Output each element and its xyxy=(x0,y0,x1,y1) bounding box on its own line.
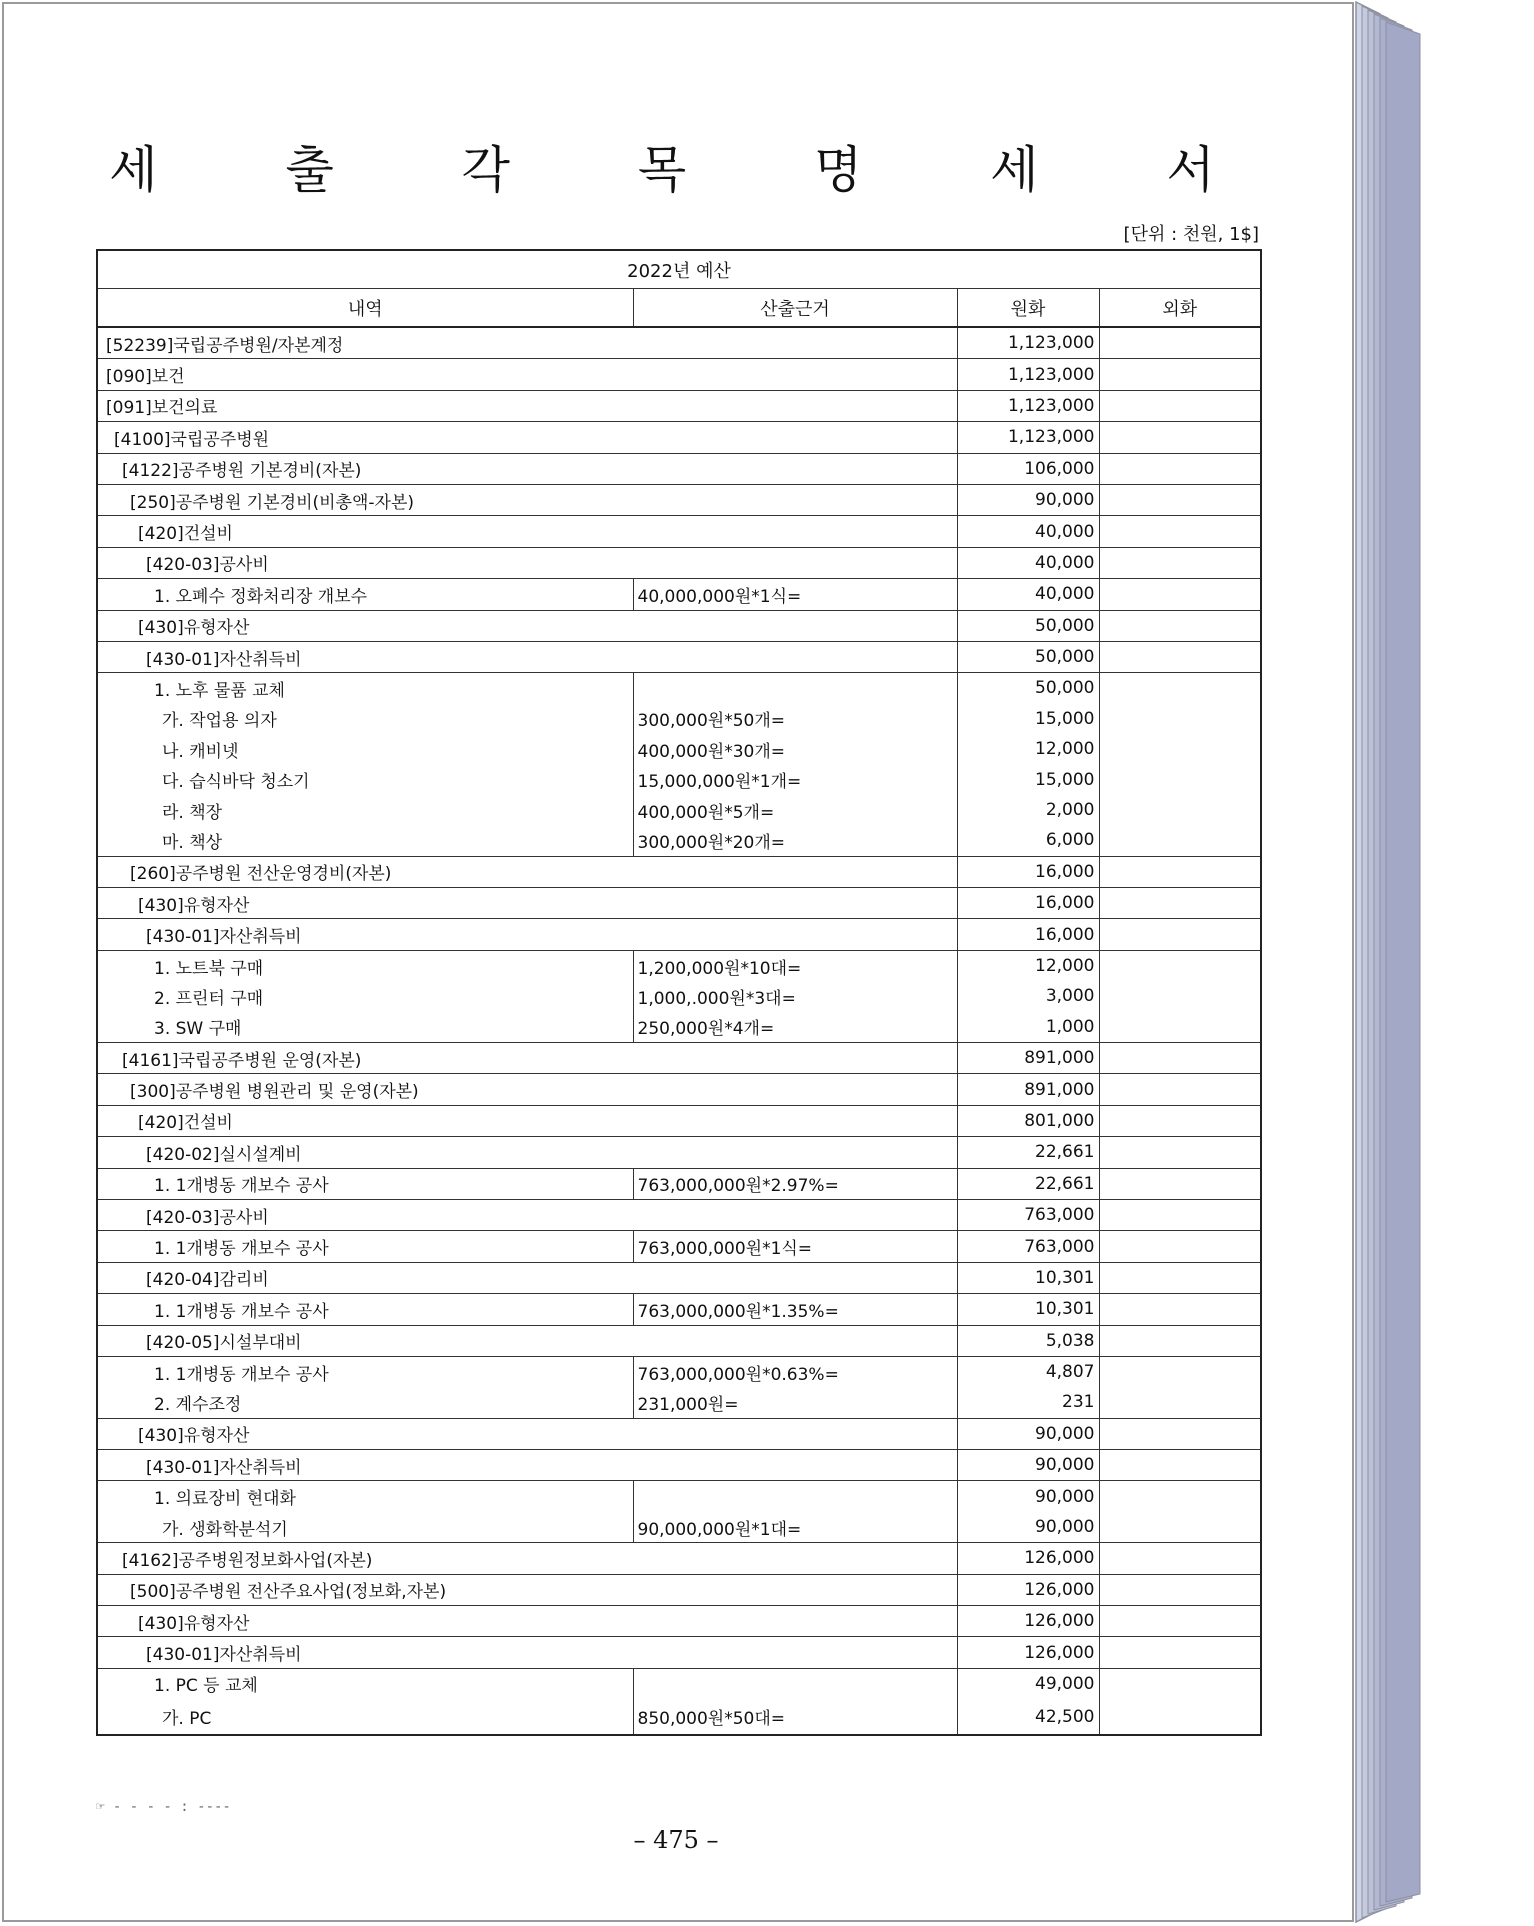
row-krw-amount: 126,000 xyxy=(957,1637,1099,1668)
row-foreign-amount xyxy=(1099,547,1261,578)
row-foreign-amount xyxy=(1099,856,1261,887)
table-row xyxy=(97,795,1261,825)
table-row xyxy=(97,453,1261,484)
row-krw-amount: 16,000 xyxy=(957,919,1099,950)
table-row xyxy=(97,1699,1261,1735)
row-krw-amount: 22,661 xyxy=(957,1168,1099,1199)
row-krw-amount: 90,000 xyxy=(957,1481,1099,1512)
row-foreign-amount xyxy=(1099,764,1261,794)
table-row xyxy=(97,422,1261,453)
footnote: ☞ - - - - : ---- xyxy=(96,1799,231,1815)
row-basis: 1,200,000원*10대= xyxy=(633,950,957,981)
row-item: 1. 의료장비 현대화 xyxy=(97,1481,633,1512)
row-item: 1. PC 등 교체 xyxy=(97,1668,633,1699)
table-row xyxy=(97,1450,1261,1481)
row-krw-amount: 231 xyxy=(957,1387,1099,1418)
row-item: [430]유형자산 xyxy=(97,1606,957,1637)
table-row xyxy=(97,1074,1261,1105)
table-row xyxy=(97,950,1261,981)
row-krw-amount: 891,000 xyxy=(957,1042,1099,1073)
row-krw-amount: 15,000 xyxy=(957,704,1099,734)
row-krw-amount: 126,000 xyxy=(957,1574,1099,1605)
row-item: [430-01]자산취득비 xyxy=(97,919,957,950)
row-krw-amount: 1,123,000 xyxy=(957,422,1099,453)
row-krw-amount: 90,000 xyxy=(957,1450,1099,1481)
row-krw-amount: 2,000 xyxy=(957,795,1099,825)
row-basis: 300,000원*20개= xyxy=(633,825,957,856)
row-basis: 231,000원= xyxy=(633,1387,957,1418)
row-item: [420-03]공사비 xyxy=(97,1199,957,1230)
row-item: [300]공주병원 병원관리 및 운영(자본) xyxy=(97,1074,957,1105)
row-item: [52239]국립공주병원/자본계정 xyxy=(97,327,957,359)
row-krw-amount: 4,807 xyxy=(957,1356,1099,1387)
row-basis: 90,000,000원*1대= xyxy=(633,1512,957,1543)
row-item: 1. 노트북 구매 xyxy=(97,950,633,981)
row-item: 1. 1개병동 개보수 공사 xyxy=(97,1294,633,1325)
row-foreign-amount xyxy=(1099,390,1261,421)
row-item: [420]건설비 xyxy=(97,516,957,547)
row-item: 3. SW 구매 xyxy=(97,1012,633,1043)
row-item: 나. 캐비넷 xyxy=(97,734,633,764)
row-krw-amount: 10,301 xyxy=(957,1294,1099,1325)
table-row xyxy=(97,1481,1261,1512)
row-krw-amount: 50,000 xyxy=(957,673,1099,704)
row-foreign-amount xyxy=(1099,1231,1261,1262)
row-basis: 850,000원*50대= xyxy=(633,1699,957,1735)
row-krw-amount: 12,000 xyxy=(957,950,1099,981)
table-row xyxy=(97,484,1261,515)
row-foreign-amount xyxy=(1099,327,1261,359)
row-krw-amount: 40,000 xyxy=(957,516,1099,547)
row-item: 가. 생화학분석기 xyxy=(97,1512,633,1543)
row-krw-amount: 12,000 xyxy=(957,734,1099,764)
row-item: [260]공주병원 전산운영경비(자본) xyxy=(97,856,957,887)
row-krw-amount: 5,038 xyxy=(957,1325,1099,1356)
row-krw-amount: 126,000 xyxy=(957,1543,1099,1574)
row-foreign-amount xyxy=(1099,1137,1261,1168)
table-row xyxy=(97,1356,1261,1387)
row-basis xyxy=(633,1668,957,1699)
table-row xyxy=(97,1042,1261,1073)
row-item: [430]유형자산 xyxy=(97,888,957,919)
row-foreign-amount xyxy=(1099,1481,1261,1512)
row-krw-amount: 1,123,000 xyxy=(957,390,1099,421)
row-krw-amount: 15,000 xyxy=(957,764,1099,794)
row-foreign-amount xyxy=(1099,981,1261,1011)
row-foreign-amount xyxy=(1099,1699,1261,1735)
table-row xyxy=(97,390,1261,421)
document-title: 세 출 각 목 명 세 서 xyxy=(109,141,1271,199)
row-item: [430-01]자산취득비 xyxy=(97,641,957,672)
row-krw-amount: 6,000 xyxy=(957,825,1099,856)
table-row xyxy=(97,704,1261,734)
table-row xyxy=(97,1512,1261,1543)
row-item: [091]보건의료 xyxy=(97,390,957,421)
row-foreign-amount xyxy=(1099,673,1261,704)
row-foreign-amount xyxy=(1099,641,1261,672)
row-item: 다. 습식바닥 청소기 xyxy=(97,764,633,794)
table-row xyxy=(97,1105,1261,1136)
row-basis xyxy=(633,1481,957,1512)
row-item: [420-02]실시설계비 xyxy=(97,1137,957,1168)
row-foreign-amount xyxy=(1099,1543,1261,1574)
table-row xyxy=(97,1574,1261,1605)
row-foreign-amount xyxy=(1099,484,1261,515)
row-krw-amount: 1,123,000 xyxy=(957,359,1099,390)
row-krw-amount: 42,500 xyxy=(957,1699,1099,1735)
row-foreign-amount xyxy=(1099,888,1261,919)
column-header-basis: 산출근거 xyxy=(633,289,957,328)
row-foreign-amount xyxy=(1099,1418,1261,1449)
row-item: [420-04]감리비 xyxy=(97,1262,957,1293)
table-row xyxy=(97,1668,1261,1699)
table-row xyxy=(97,1387,1261,1418)
table-row xyxy=(97,359,1261,390)
row-basis: 250,000원*4개= xyxy=(633,1012,957,1043)
row-item: [420-05]시설부대비 xyxy=(97,1325,957,1356)
row-foreign-amount xyxy=(1099,1574,1261,1605)
table-row xyxy=(97,579,1261,610)
row-foreign-amount xyxy=(1099,795,1261,825)
row-krw-amount: 106,000 xyxy=(957,453,1099,484)
row-foreign-amount xyxy=(1099,825,1261,856)
row-item: [420]건설비 xyxy=(97,1105,957,1136)
column-header-item: 내역 xyxy=(97,289,633,328)
row-item: [090]보건 xyxy=(97,359,957,390)
row-item: 1. 1개병동 개보수 공사 xyxy=(97,1231,633,1262)
row-item: 가. 작업용 의자 xyxy=(97,704,633,734)
row-foreign-amount xyxy=(1099,919,1261,950)
table-row xyxy=(97,1231,1261,1262)
row-foreign-amount xyxy=(1099,1199,1261,1230)
table-row xyxy=(97,516,1261,547)
table-row xyxy=(97,1168,1261,1199)
table-row xyxy=(97,919,1261,950)
table-row xyxy=(97,1325,1261,1356)
row-item: [430]유형자산 xyxy=(97,610,957,641)
row-krw-amount: 16,000 xyxy=(957,856,1099,887)
row-item: [500]공주병원 전산주요사업(정보화,자본) xyxy=(97,1574,957,1605)
row-basis: 300,000원*50개= xyxy=(633,704,957,734)
row-basis: 400,000원*30개= xyxy=(633,734,957,764)
row-basis: 400,000원*5개= xyxy=(633,795,957,825)
row-krw-amount: 50,000 xyxy=(957,641,1099,672)
row-item: 1. 1개병동 개보수 공사 xyxy=(97,1168,633,1199)
row-foreign-amount xyxy=(1099,1450,1261,1481)
row-foreign-amount xyxy=(1099,1668,1261,1699)
row-foreign-amount xyxy=(1099,1512,1261,1543)
table-row xyxy=(97,673,1261,704)
table-row xyxy=(97,1262,1261,1293)
row-basis: 15,000,000원*1개= xyxy=(633,764,957,794)
row-krw-amount: 801,000 xyxy=(957,1105,1099,1136)
row-item: 1. 1개병동 개보수 공사 xyxy=(97,1356,633,1387)
row-krw-amount: 126,000 xyxy=(957,1606,1099,1637)
table-row xyxy=(97,1418,1261,1449)
column-header-foreign: 외화 xyxy=(1099,289,1261,328)
row-item: [4100]국립공주병원 xyxy=(97,422,957,453)
table-row xyxy=(97,610,1261,641)
row-item: [4162]공주병원정보화사업(자본) xyxy=(97,1543,957,1574)
row-item: [250]공주병원 기본경비(비총액-자본) xyxy=(97,484,957,515)
row-krw-amount: 10,301 xyxy=(957,1262,1099,1293)
row-foreign-amount xyxy=(1099,516,1261,547)
row-foreign-amount xyxy=(1099,1105,1261,1136)
row-foreign-amount xyxy=(1099,579,1261,610)
header-year: 2022년 예산 xyxy=(97,250,1261,289)
table-row xyxy=(97,547,1261,578)
row-krw-amount: 40,000 xyxy=(957,579,1099,610)
row-item: 1. 오폐수 정화처리장 개보수 xyxy=(97,579,633,610)
table-row xyxy=(97,1012,1261,1043)
row-foreign-amount xyxy=(1099,1012,1261,1043)
row-krw-amount: 3,000 xyxy=(957,981,1099,1011)
row-item: [430]유형자산 xyxy=(97,1418,957,1449)
row-item: 라. 책장 xyxy=(97,795,633,825)
table-row xyxy=(97,641,1261,672)
row-krw-amount: 40,000 xyxy=(957,547,1099,578)
row-foreign-amount xyxy=(1099,1074,1261,1105)
table-row xyxy=(97,1637,1261,1668)
row-foreign-amount xyxy=(1099,1168,1261,1199)
unit-label: [단위 : 천원, 1$] xyxy=(1123,224,1259,245)
table-row xyxy=(97,825,1261,856)
row-basis: 763,000,000원*1.35%= xyxy=(633,1294,957,1325)
row-basis: 1,000,.000원*3대= xyxy=(633,981,957,1011)
row-krw-amount: 1,000 xyxy=(957,1012,1099,1043)
row-krw-amount: 1,123,000 xyxy=(957,327,1099,359)
row-basis: 763,000,000원*0.63%= xyxy=(633,1356,957,1387)
row-basis: 763,000,000원*1식= xyxy=(633,1231,957,1262)
table-row xyxy=(97,1199,1261,1230)
table-row xyxy=(97,1137,1261,1168)
table-row xyxy=(97,327,1261,359)
row-krw-amount: 763,000 xyxy=(957,1231,1099,1262)
row-foreign-amount xyxy=(1099,1325,1261,1356)
row-basis: 40,000,000원*1식= xyxy=(633,579,957,610)
table-row xyxy=(97,734,1261,764)
row-krw-amount: 49,000 xyxy=(957,1668,1099,1699)
row-foreign-amount xyxy=(1099,1262,1261,1293)
row-foreign-amount xyxy=(1099,1606,1261,1637)
row-item: [430-01]자산취득비 xyxy=(97,1450,957,1481)
row-foreign-amount xyxy=(1099,453,1261,484)
table-row xyxy=(97,888,1261,919)
row-krw-amount: 90,000 xyxy=(957,1418,1099,1449)
row-foreign-amount xyxy=(1099,1387,1261,1418)
row-krw-amount: 891,000 xyxy=(957,1074,1099,1105)
column-header-krw: 원화 xyxy=(957,289,1099,328)
table-row xyxy=(97,1543,1261,1574)
row-krw-amount: 22,661 xyxy=(957,1137,1099,1168)
table-row xyxy=(97,1606,1261,1637)
table-row xyxy=(97,856,1261,887)
table-row xyxy=(97,1294,1261,1325)
table-row xyxy=(97,764,1261,794)
row-item: [420-03]공사비 xyxy=(97,547,957,578)
budget-table xyxy=(96,249,1262,1736)
row-item: [430-01]자산취득비 xyxy=(97,1637,957,1668)
row-item: 마. 책상 xyxy=(97,825,633,856)
row-foreign-amount xyxy=(1099,610,1261,641)
row-foreign-amount xyxy=(1099,1356,1261,1387)
row-item: 2. 계수조정 xyxy=(97,1387,633,1418)
row-foreign-amount xyxy=(1099,422,1261,453)
page-number: – 475 – xyxy=(633,1826,719,1854)
row-foreign-amount xyxy=(1099,1294,1261,1325)
row-basis: 763,000,000원*2.97%= xyxy=(633,1168,957,1199)
row-item: [4122]공주병원 기본경비(자본) xyxy=(97,453,957,484)
row-item: 1. 노후 물품 교체 xyxy=(97,673,633,704)
row-krw-amount: 90,000 xyxy=(957,484,1099,515)
row-foreign-amount xyxy=(1099,734,1261,764)
table-row xyxy=(97,981,1261,1011)
row-item: 가. PC xyxy=(97,1699,633,1735)
row-foreign-amount xyxy=(1099,1637,1261,1668)
row-basis xyxy=(633,673,957,704)
row-foreign-amount xyxy=(1099,950,1261,981)
row-krw-amount: 16,000 xyxy=(957,888,1099,919)
row-krw-amount: 50,000 xyxy=(957,610,1099,641)
row-item: 2. 프린터 구매 xyxy=(97,981,633,1011)
row-foreign-amount xyxy=(1099,1042,1261,1073)
row-krw-amount: 763,000 xyxy=(957,1199,1099,1230)
budget-table-body xyxy=(97,327,1261,1735)
row-foreign-amount xyxy=(1099,359,1261,390)
row-item: [4161]국립공주병원 운영(자본) xyxy=(97,1042,957,1073)
row-foreign-amount xyxy=(1099,704,1261,734)
row-krw-amount: 90,000 xyxy=(957,1512,1099,1543)
